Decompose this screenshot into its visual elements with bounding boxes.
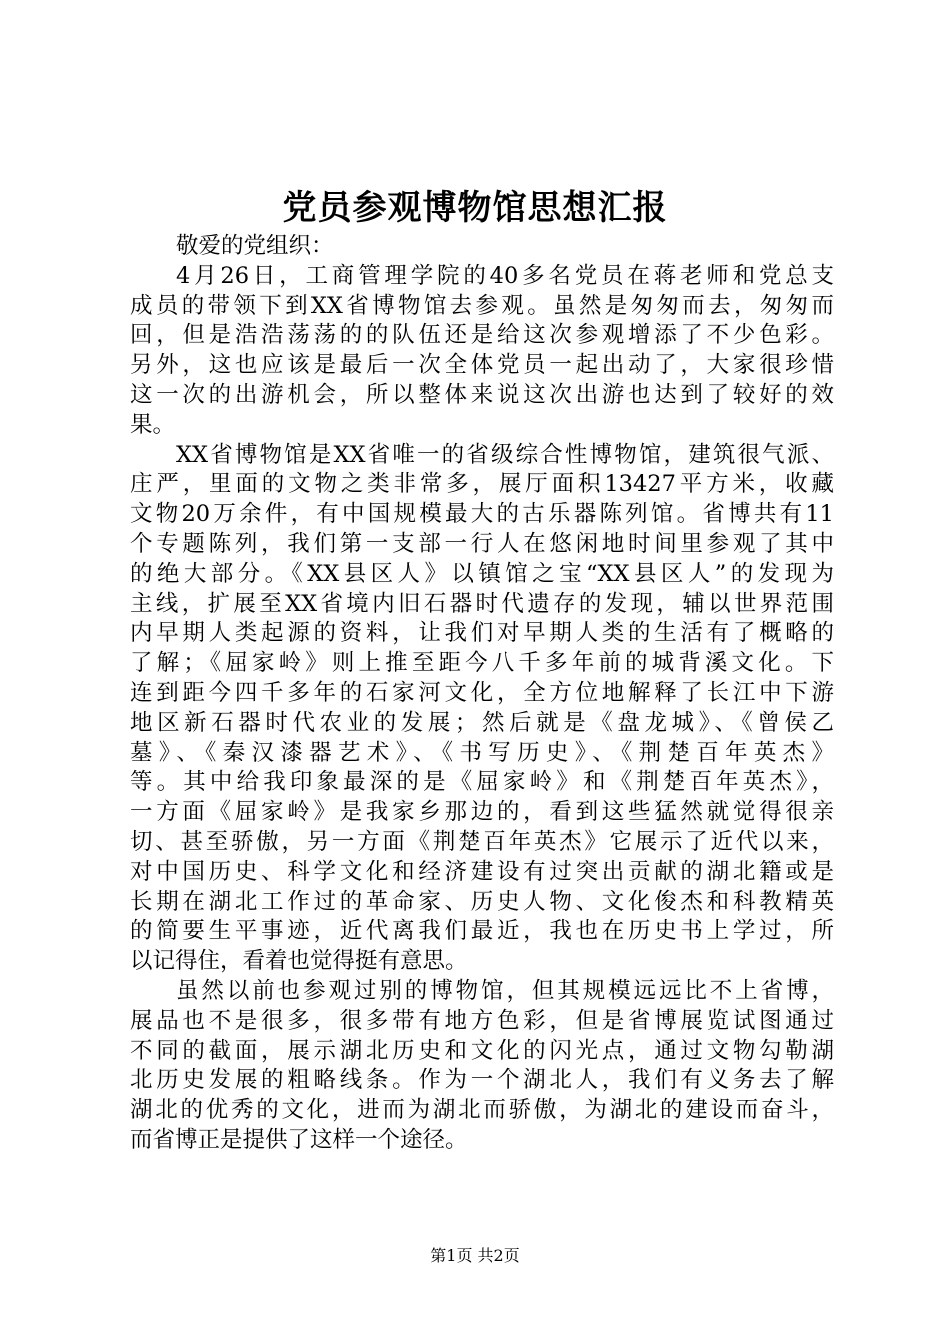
text-line: 一方面《屈家岭》是我家乡那边的，看到这些猛然就觉得很亲	[130, 799, 834, 826]
text-line: 内早期人类起源的资料，让我们对早期人类的生活有了概略的	[130, 620, 834, 647]
document-title: 党员参观博物馆思想汇报	[282, 188, 668, 228]
text-line: 了解；《屈家岭》则上推至距今八千多年前的城背溪文化。下	[130, 650, 834, 677]
text-line: 4月26日，工商管理学院的40多名党员在蒋老师和党总支	[176, 262, 834, 289]
text-line: 个专题陈列，我们第一支部一行人在悠闲地时间里参观了其中	[130, 530, 834, 557]
document-body	[130, 232, 834, 1156]
text-line: 连到距今四千多年的石家河文化，全方位地解释了长江中下游	[130, 679, 834, 706]
text-line: 展品也不是很多，很多带有地方色彩，但是省博展览试图通过	[130, 1007, 834, 1034]
text-line: 以记得住，看着也觉得挺有意思。	[130, 948, 468, 975]
text-line: 对中国历史、科学文化和经济建设有过突出贡献的湖北籍或是	[130, 858, 834, 885]
text-line: 切、甚至骄傲，另一方面《荆楚百年英杰》它展示了近代以来，	[130, 828, 834, 855]
text-line: 文物20万余件，有中国规模最大的古乐器陈列馆。省博共有11	[130, 501, 834, 528]
text-line: 地区新石器时代农业的发展；然后就是《盘龙城》、《曾侯乙	[130, 709, 834, 736]
text-line: 长期在湖北工作过的革命家、历史人物、文化俊杰和科教精英	[130, 888, 834, 915]
text-line: 北历史发展的粗略线条。作为一个湖北人，我们有义务去了解	[130, 1067, 834, 1094]
paragraph-1	[130, 262, 834, 441]
text-line: 而省博正是提供了这样一个途径。	[130, 1126, 468, 1153]
text-line: 主线，扩展至XX省境内旧石器时代遗存的发现，辅以世界范围	[130, 590, 834, 617]
text-line: 虽然以前也参观过别的博物馆，但其规模远远比不上省博，	[176, 977, 834, 1004]
text-line: 另外，这也应该是最后一次全体党员一起出动了，大家很珍惜	[130, 352, 834, 379]
text-line: 庄严，里面的文物之类非常多，展厅面积13427平方米，收藏	[130, 471, 834, 498]
page-number-footer: 第1页 共2页	[430, 1246, 520, 1265]
text-line: 墓》、《秦汉漆器艺术》、《书写历史》、《荆楚百年英杰》	[130, 739, 834, 766]
paragraph-2	[130, 441, 834, 977]
text-line: 不同的截面，展示湖北历史和文化的闪光点，通过文物勾勒湖	[130, 1037, 834, 1064]
text-line: 湖北的优秀的文化，进而为湖北而骄傲，为湖北的建设而奋斗，	[130, 1097, 834, 1124]
text-line: XX省博物馆是XX省唯一的省级综合性博物馆，建筑很气派、	[176, 441, 834, 468]
text-line: 等。其中给我印象最深的是《屈家岭》和《荆楚百年英杰》，	[130, 769, 834, 796]
text-line: 这一次的出游机会，所以整体来说这次出游也达到了较好的效	[130, 381, 834, 408]
salutation: 敬爱的党组织：	[176, 233, 334, 259]
text-line: 果。	[130, 411, 176, 438]
paragraph-3	[130, 977, 834, 1156]
text-line: 的简要生平事迹，近代离我们最近，我也在历史书上学过，所	[130, 918, 834, 945]
text-line: 的绝大部分。《XX县区人》以镇馆之宝“XX县区人”的发现为	[130, 560, 834, 587]
text-line: 成员的带领下到XX省博物馆去参观。虽然是匆匆而去，匆匆而	[130, 292, 834, 319]
text-line: 回，但是浩浩荡荡的的队伍还是给这次参观增添了不少色彩。	[130, 322, 834, 349]
